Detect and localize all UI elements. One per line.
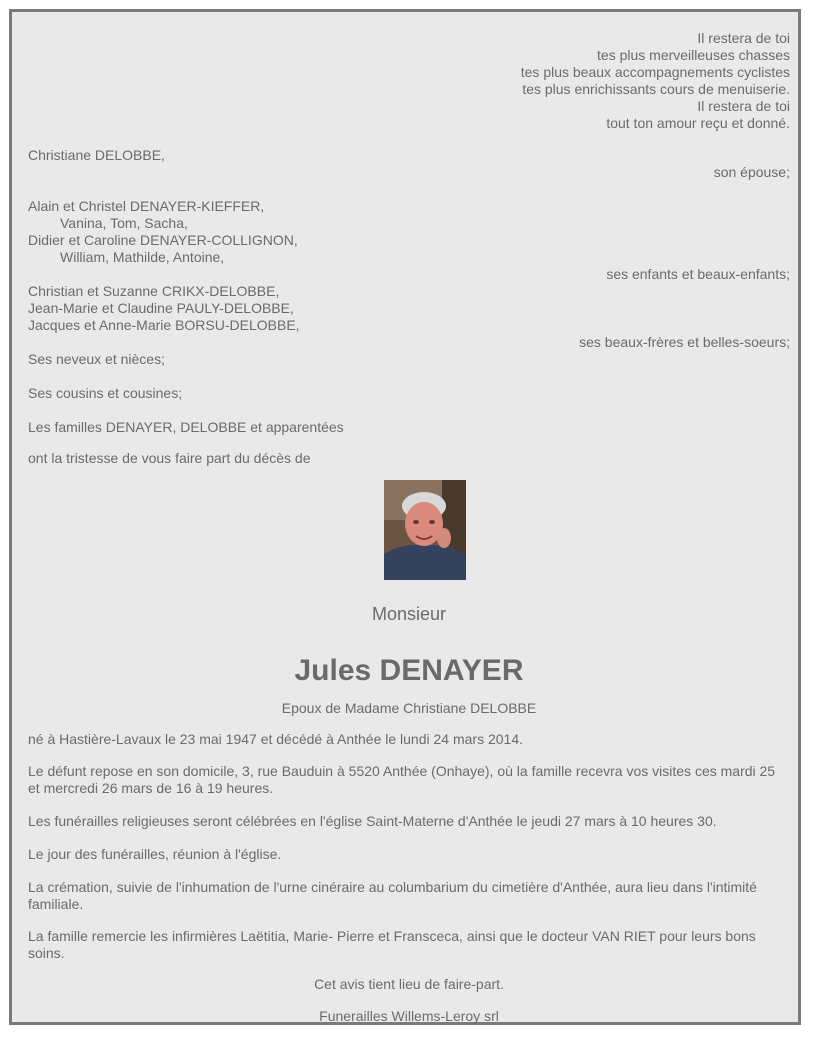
wife-name: Christiane DELOBBE,: [28, 147, 165, 163]
family-list: [28, 147, 790, 467]
deceased-name: Jules DENAYER: [294, 654, 524, 687]
church-meeting-paragraph: Le jour des funérailles, réunion à l'église.: [28, 846, 282, 862]
poem: [28, 30, 790, 132]
children-role: ses enfants et beaux-enfants;: [606, 266, 790, 282]
grandchild-line: Vanina, Tom, Sacha,: [60, 215, 188, 231]
cremation-paragraph: La crémation, suivie de l'inhumation de l'urne cinéraire au columbarium du cimetière d'Anthée, aura lieu dans l'intimité familiale.: [28, 879, 757, 912]
notice-line: Cet avis tient lieu de faire-part.: [314, 976, 504, 992]
poem-line: tout ton amour reçu et donné.: [606, 115, 790, 131]
spouse-line: Epoux de Madame Christiane DELOBBE: [281, 700, 537, 716]
funeral-paragraph: Les funérailles religieuses seront célébrées en l'église Saint-Materne d'Anthée le jeudi 27 mars à 10 heures 30.: [28, 813, 717, 829]
poem-line: Il restera de toi: [697, 98, 790, 114]
deceased-photo: [384, 480, 466, 580]
siblings-role: ses beaux-frères et belles-soeurs;: [579, 334, 790, 350]
child-line: Alain et Christel DENAYER-KIEFFER,: [28, 198, 265, 214]
cousins-line: Ses cousins et cousines;: [28, 385, 183, 401]
sibling-line: Jacques et Anne-Marie BORSU-DELOBBE,: [28, 317, 300, 333]
birth-death-line: né à Hastière-Lavaux le 23 mai 1947 et décédé à Anthée le lundi 24 mars 2014.: [28, 731, 523, 747]
announcement-line: ont la tristesse de vous faire part du décès de: [28, 450, 311, 466]
thanks-paragraph: La famille remercie les infirmières Laëtitia, Marie- Pierre et Fransceca, ainsi que le docteur VAN RIET pour leurs bons soins.: [28, 928, 756, 961]
nephews-line: Ses neveux et nièces;: [28, 351, 165, 367]
grandchild-line: William, Mathilde, Antoine,: [60, 249, 225, 265]
sibling-line: Christian et Suzanne CRIKX-DELOBBE,: [28, 283, 280, 299]
families-line: Les familles DENAYER, DELOBBE et apparentées: [28, 419, 344, 435]
obituary-content: [28, 30, 790, 1024]
honorific: Monsieur: [371, 604, 447, 624]
funeral-home: Funerailles Willems-Leroy srl: [319, 1008, 499, 1024]
sibling-line: Jean-Marie et Claudine PAULY-DELOBBE,: [28, 300, 294, 316]
poem-line: Il restera de toi: [697, 30, 790, 46]
poem-line: tes plus enrichissants cours de menuiserie.: [522, 81, 790, 97]
portrait-image: [384, 480, 466, 580]
wife-role: son épouse;: [713, 164, 790, 180]
poem-line: tes plus beaux accompagnements cyclistes: [520, 64, 790, 80]
obituary-card: [9, 9, 801, 1025]
child-line: Didier et Caroline DENAYER-COLLIGNON,: [28, 232, 298, 248]
visitation-paragraph: Le défunt repose en son domicile, 3, rue Bauduin à 5520 Anthée (Onhaye), où la famille recevra vos visites ces mardi 25 et mercredi 26 mars de 16 à 19 heures.: [28, 763, 776, 796]
poem-line: tes plus merveilleuses chasses: [597, 47, 790, 63]
